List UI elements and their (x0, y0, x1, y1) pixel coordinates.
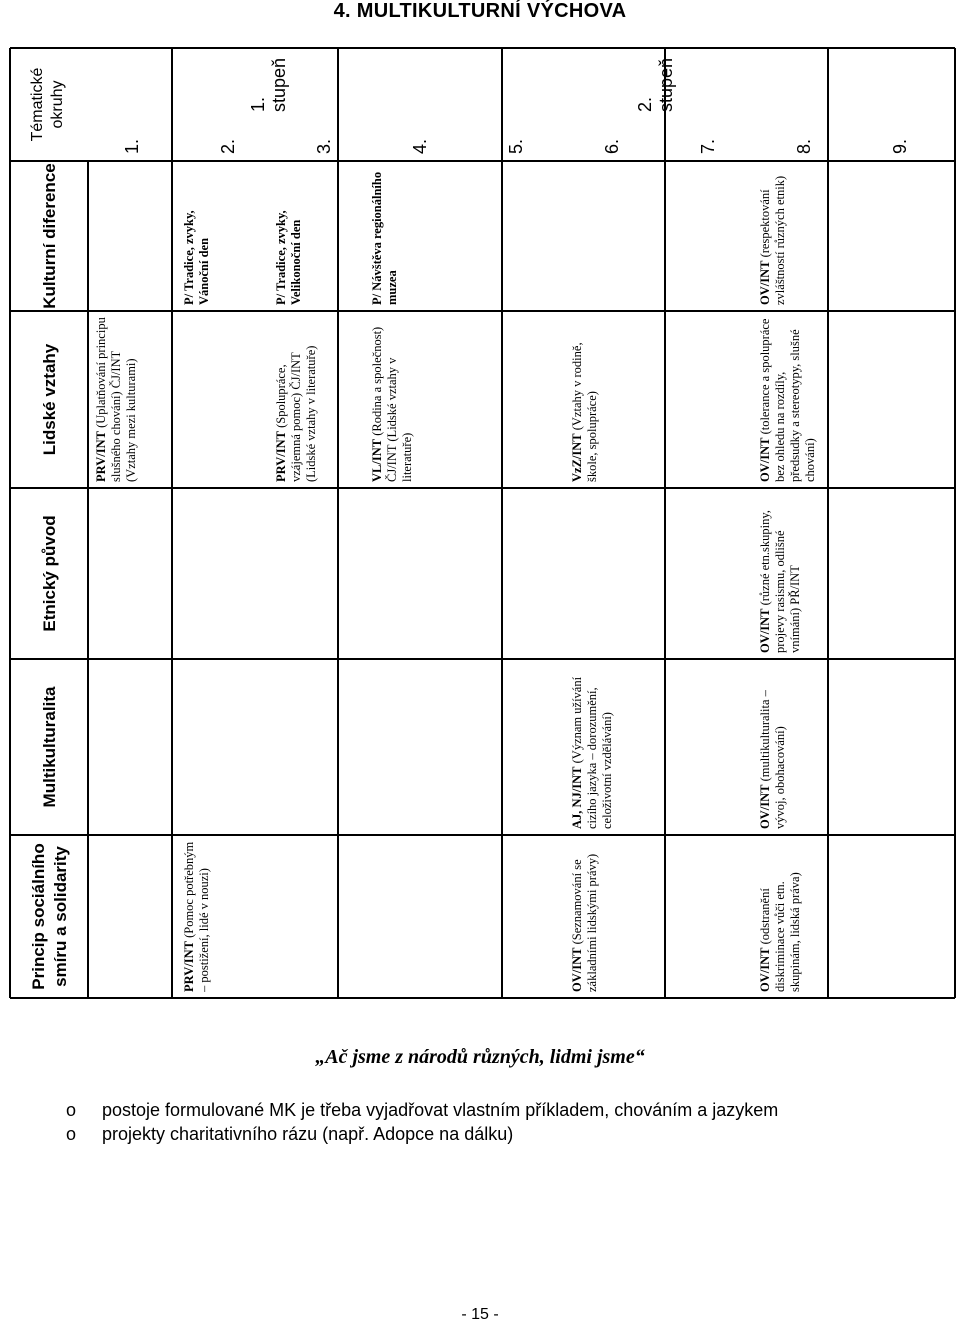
table-cell (370, 167, 454, 305)
cell-description: (Pomoc potřebným – postižení, lidé v nouzi) (182, 841, 211, 992)
grade-label: 2. (218, 138, 238, 154)
grade-label: 5. (506, 138, 526, 154)
cell-subject-code: OV/INT (758, 608, 772, 653)
table-cell (758, 317, 842, 482)
grade-label: 8. (794, 138, 814, 154)
table-cell (758, 494, 842, 653)
bullet-icon: o (66, 1124, 77, 1144)
cell-subject-code: PRV/INT (274, 431, 288, 482)
table-cell (758, 665, 842, 829)
cell-subject-code: P/ Návštěva regionálního muzea (370, 171, 399, 305)
grade-label: 7. (698, 138, 718, 154)
bullet-text: postoje formulované MK je třeba vyjadřovat vlastním příkladem, chováním a jazykem (102, 1100, 779, 1120)
table-grid-line (664, 48, 666, 998)
table-cell (570, 841, 654, 992)
cell-description: (odstranění diskriminace vůči etn. skupinám, lidská práva) (758, 872, 802, 992)
cell-description: (Rodina a společnost) ČJ/INT (Lidské vztahy v literatuře) (370, 326, 414, 482)
bullet-item (66, 1098, 778, 1122)
table-grid-line (501, 48, 503, 998)
page-number: - 15 - (461, 1306, 499, 1323)
stage-2-label: 2. stupeň (635, 57, 676, 112)
motto: „Ač jsme z národů různých, lidmi jsme“ (315, 1046, 645, 1068)
table-cell (758, 841, 842, 992)
stage-1-label: 1. stupeň (248, 57, 289, 112)
cell-description: (Uplatňování principu slušného chování) ČJ/INT (Vztahy mezi kulturami) (94, 317, 138, 482)
grade-label: 4. (410, 138, 430, 154)
table-grid-line (10, 160, 955, 162)
table-grid-line (10, 310, 955, 312)
cell-description: (respektování zvláštností různých etnik) (758, 175, 787, 305)
rotated-curriculum-table (10, 48, 955, 998)
category-header: Etnický původ (40, 515, 59, 632)
grade-label: 1. (122, 138, 142, 154)
cell-description: (Spolupráce, vzájemná pomoc) ČJ/INT (Lidské vztahy v literatuře) (274, 345, 318, 482)
table-cell (370, 317, 454, 482)
corner-label: Tématické okruhy (29, 67, 66, 142)
grade-label: 3. (314, 138, 334, 154)
table-cell (570, 317, 654, 482)
table-cell (182, 841, 266, 992)
cell-description: (různé etn.skupiny, projevy rasismu, odlišné vnímání) PŘ/INT (758, 510, 802, 653)
table-cell (274, 167, 358, 305)
cell-subject-code: PRV/INT (182, 941, 196, 992)
cell-subject-code: OV/INT (570, 947, 584, 992)
document-title: 4. MULTIKULTURNÍ VÝCHOVA (333, 0, 627, 22)
bullet-item (66, 1122, 778, 1146)
table-grid-line (10, 658, 955, 660)
bullet-list (66, 1098, 778, 1146)
category-header: Kulturní diference (40, 163, 59, 309)
cell-subject-code: OV/INT (758, 260, 772, 305)
cell-subject-code: VzZ/INT (570, 433, 584, 482)
table-cell (182, 167, 266, 305)
table-cell (274, 317, 358, 482)
grade-label: 9. (890, 138, 910, 154)
table-grid-line (171, 48, 173, 998)
bullet-text: projekty charitativního rázu (např. Adopce na dálku) (102, 1124, 514, 1144)
cell-description: (Vztahy v rodině, škole, spolupráce) (570, 342, 599, 482)
cell-subject-code: OV/INT (758, 947, 772, 992)
table-cell (570, 665, 654, 829)
table-grid-line (10, 487, 955, 489)
cell-description: (multikulturalita – vývoj, obohacování) (758, 690, 787, 829)
table-grid-line (954, 48, 956, 998)
cell-subject-code: OV/INT (758, 437, 772, 482)
bullet-icon: o (66, 1100, 77, 1120)
category-header: Lidské vztahy (40, 343, 59, 456)
table-grid-line (10, 997, 955, 999)
cell-description: (Seznamování se základními lidskými právy) (570, 853, 599, 992)
table-cell (758, 167, 842, 305)
table-grid-line (87, 161, 89, 998)
table-grid-line (9, 48, 11, 998)
cell-subject-code: OV/INT (758, 784, 772, 829)
table-grid-line (10, 47, 955, 49)
cell-subject-code: VL/INT (370, 438, 384, 482)
cell-description: (tolerance a spolupráce bez ohledu na rozdíly, předsudky a stereotypy, slušné chování) (758, 318, 817, 482)
cell-subject-code: P/ Tradice, zvyky, Vánoční den (182, 210, 211, 305)
cell-subject-code: AJ, NJ/INT (570, 766, 584, 829)
category-header: Multikulturalita (40, 686, 59, 808)
cell-description: (Význam užívání cizího jazyka – dorozumění, celoživotní vzdělávání) (570, 676, 614, 829)
table-cell (94, 317, 178, 482)
table-grid-line (10, 834, 955, 836)
cell-subject-code: PRV/INT (94, 431, 108, 482)
grade-label: 6. (602, 138, 622, 154)
category-header: Princip sociálního smíru a solidarity (29, 843, 70, 990)
cell-subject-code: P/ Tradice, zvyky, Velikonoční den (274, 210, 303, 305)
